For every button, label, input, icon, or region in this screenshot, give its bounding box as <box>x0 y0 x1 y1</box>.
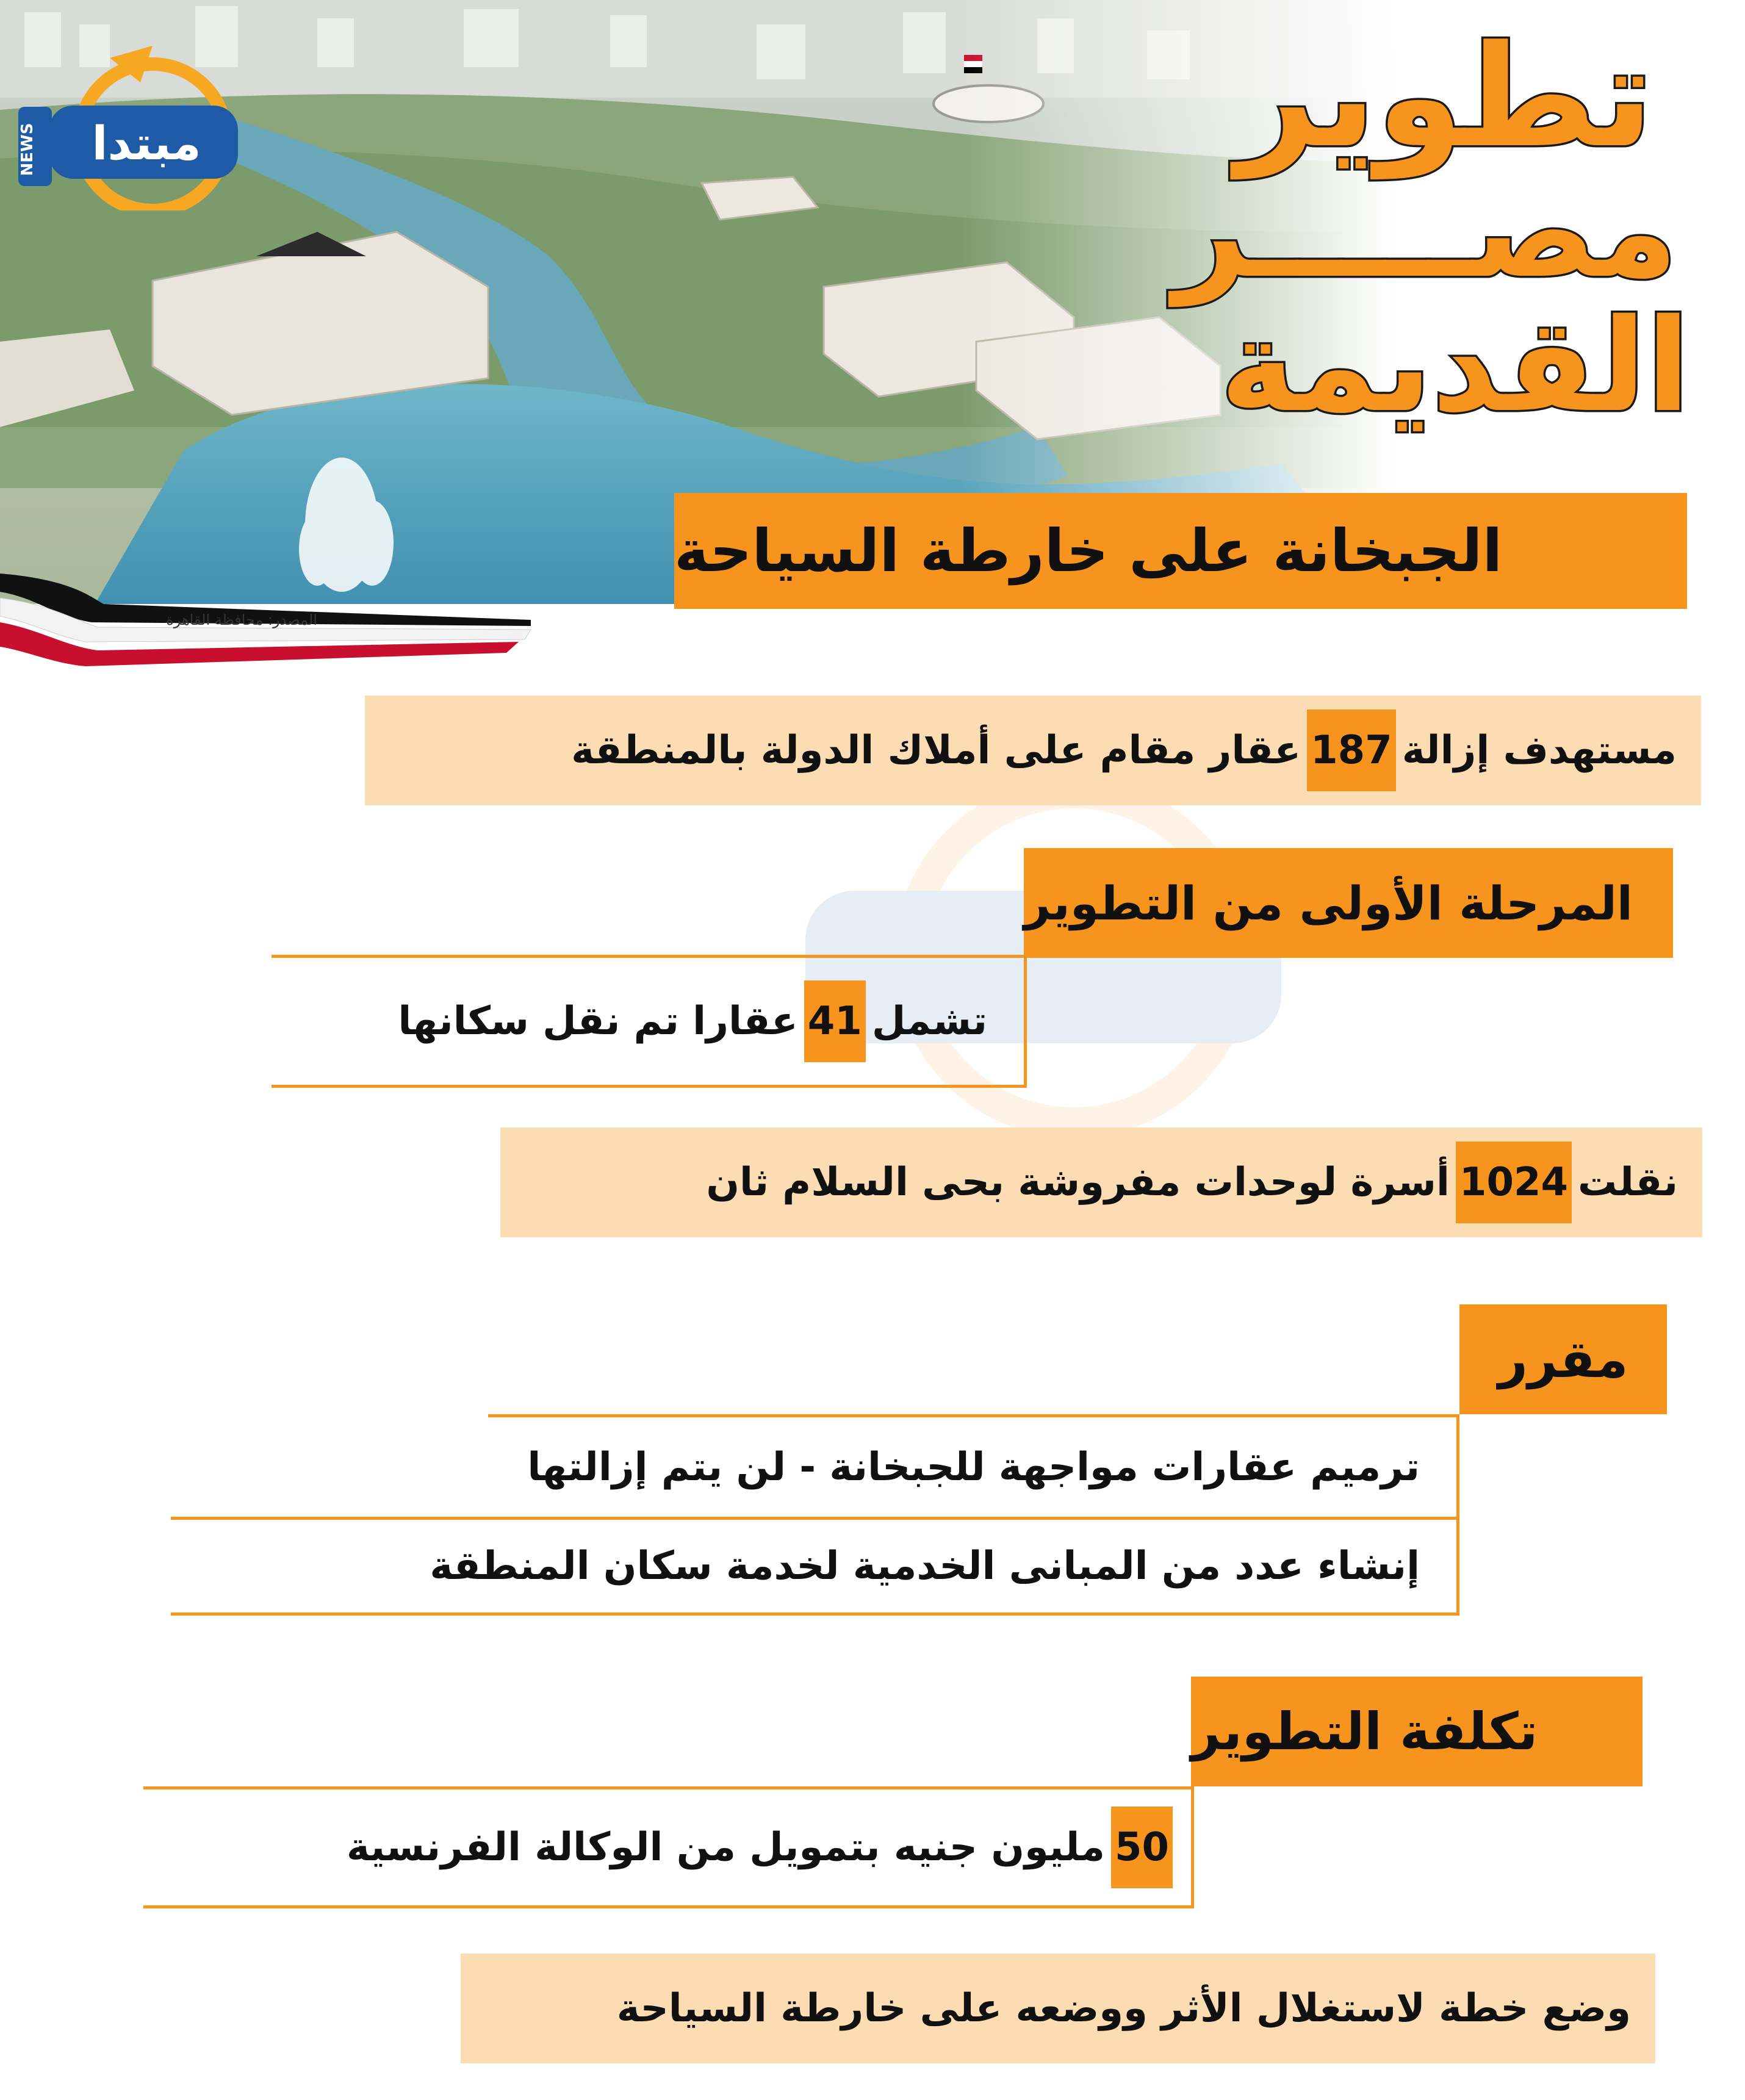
decided-item-service-buildings: إنشاء عدد من المبانى الخدمية لخدمة سكان المنطقة <box>171 1517 1459 1616</box>
brand-logo <box>12 34 250 210</box>
title-line-2: مصـــــر <box>1173 157 1678 306</box>
decided-heading: مقرر <box>1459 1304 1667 1414</box>
main-banner-text: الجبخانة على خارطة السياحة <box>674 517 1503 585</box>
source-credit: المصدر: محافظة القاهرة <box>166 611 317 628</box>
item2-after: عقارا تم نقل سكانها <box>398 999 798 1044</box>
cost-number: 50 <box>1111 1807 1173 1888</box>
item1-number: 187 <box>1307 710 1396 791</box>
item-tourism-plan: وضع خطة لاستغلال الأثر ووضعه على خارطة السياحة <box>461 1954 1655 2063</box>
item3-number: 1024 <box>1456 1142 1572 1223</box>
item1-after: عقار مقام على أملاك الدولة بالمنطقة <box>571 728 1301 773</box>
main-banner <box>674 493 1687 609</box>
item-removal-target <box>365 696 1701 805</box>
item-phase-one-properties <box>272 955 1027 1088</box>
logo-text: مبتدا <box>92 116 201 170</box>
item2-before: تشمل <box>871 999 987 1044</box>
item3-after: أسرة لوحدات مفروشة بحى السلام ثان <box>706 1160 1450 1205</box>
cost-after: مليون جنيه بتمويل من الوكالة الفرنسية <box>347 1825 1105 1870</box>
title-line-3: القديمة <box>1220 291 1690 440</box>
item2-number: 41 <box>804 980 866 1062</box>
item-development-cost <box>143 1786 1194 1908</box>
cost-heading: تكلفة التطوير <box>1191 1677 1642 1786</box>
item-families-relocated <box>500 1127 1702 1237</box>
phase-one-heading: المرحلة الأولى من التطوير <box>1024 848 1673 958</box>
decided-item-restore: ترميم عقارات مواجهة للجبخانة - لن يتم إزالتها <box>488 1414 1459 1517</box>
title-line-1: تطوير <box>1236 16 1653 179</box>
item1-before: مستهدف إزالة <box>1401 728 1677 773</box>
logo-news: NEWS <box>18 123 37 176</box>
page-title <box>1173 16 1690 451</box>
item3-before: نقلت <box>1578 1160 1678 1205</box>
